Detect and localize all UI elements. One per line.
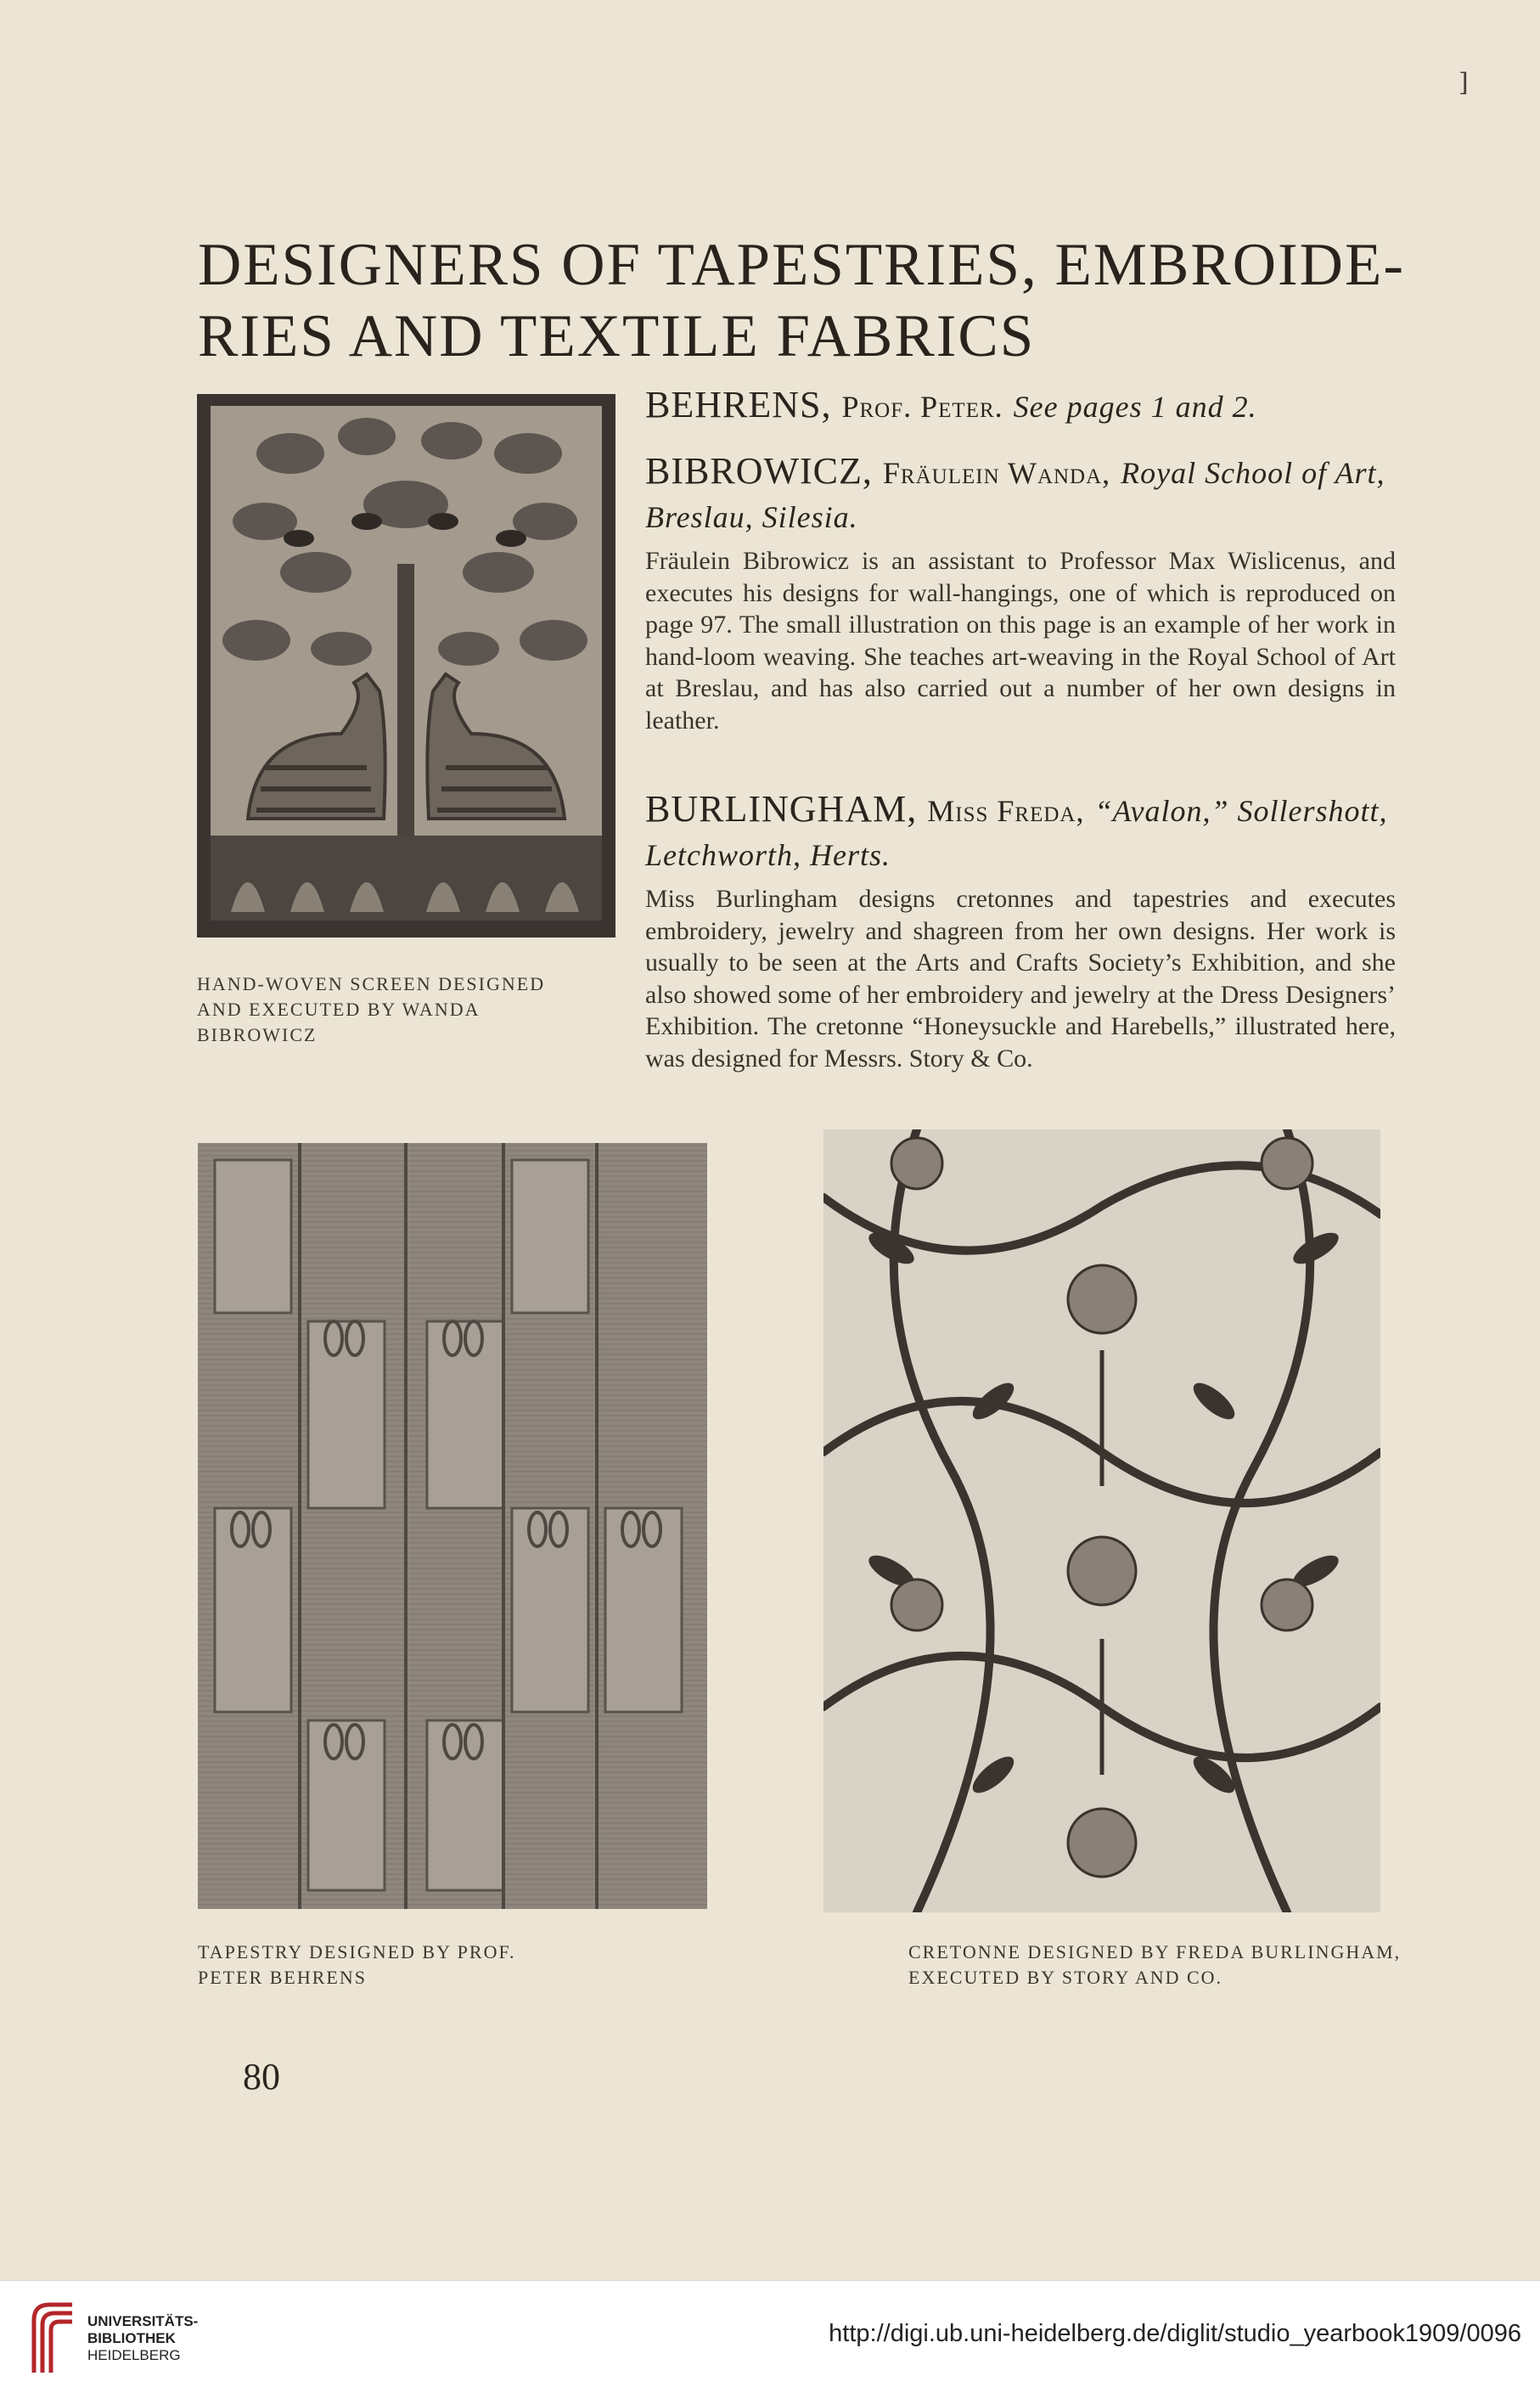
entry-name: BURLINGHAM,	[645, 788, 918, 830]
library-name-line1: UNIVERSITÄTS-	[87, 2313, 199, 2329]
library-logo-icon[interactable]	[25, 2296, 76, 2378]
entry-location: See pages 1 and 2.	[1013, 390, 1257, 424]
footer-bar	[0, 2280, 1540, 2393]
library-name-line3: HEIDELBERG	[87, 2347, 181, 2363]
caption-screen: HAND-WOVEN SCREEN DESIGNED AND EXECUTED BY WANDA BIBROWICZ	[197, 973, 546, 1045]
library-name-line2: BIBLIOTHEK	[87, 2330, 176, 2346]
entry-location: Royal School of Art, Breslau, Silesia.	[645, 456, 1385, 534]
entry-body: Fräulein Bibrowicz is an assistant to Professor Max Wislicenus, and executes his designs for wall-hangings, one of which is reproduced on page 97. The small illustration on this page is an example of her work in hand-loom weaving. She teaches art-weaving in the Royal School of Art at Breslau, and has also carried out a number of her own designs in leather.	[645, 547, 1396, 735]
entry-title: Miss Freda,	[927, 794, 1085, 828]
entry-location: “Avalon,” Sollershott, Letchworth, Herts.	[645, 794, 1388, 872]
library-name[interactable]	[87, 2313, 198, 2364]
tapestry-image	[198, 1143, 707, 1909]
entry-name: BIBROWICZ,	[645, 450, 873, 492]
caption-cretonne: CRETONNE DESIGNED BY FREDA BURLINGHAM, EXECUTED BY STORY AND CO.	[908, 1941, 1402, 1988]
entry-bibrowicz	[645, 450, 1396, 736]
cretonne-image	[823, 1129, 1380, 1912]
permalink-url[interactable]: http://digi.ub.uni-heidelberg.de/diglit/studio_yearbook1909/0096	[829, 2320, 1521, 2347]
entry-title: Prof. Peter.	[841, 390, 1003, 424]
entry-title: Fräulein Wanda,	[882, 456, 1111, 490]
corner-mark: ]	[1459, 68, 1469, 98]
screen-image	[197, 394, 615, 937]
page-title: DESIGNERS OF TAPESTRIES, EMBROIDE- RIES AND TEXTILE FABRICS	[198, 232, 1405, 369]
entry-behrens	[645, 384, 1396, 428]
entry-name: BEHRENS,	[645, 384, 832, 425]
page-number: 80	[243, 2056, 280, 2097]
entry-body: Miss Burlingham designs cretonnes and tapestries and executes embroidery, jewelry and shagreen from her own designs. Her work is usually to be seen at the Arts and Crafts Society’s Exhibition, and she also showed some of her embroidery and jewelry at the Dress Designers’ Exhibition. The cretonne “Honeysuckle and Harebells,” illustrated here, was designed for Messrs. Story & Co.	[645, 885, 1396, 1073]
entry-burlingham	[645, 788, 1396, 1074]
caption-tapestry: TAPESTRY DESIGNED BY PROF. PETER BEHRENS	[198, 1941, 516, 1988]
